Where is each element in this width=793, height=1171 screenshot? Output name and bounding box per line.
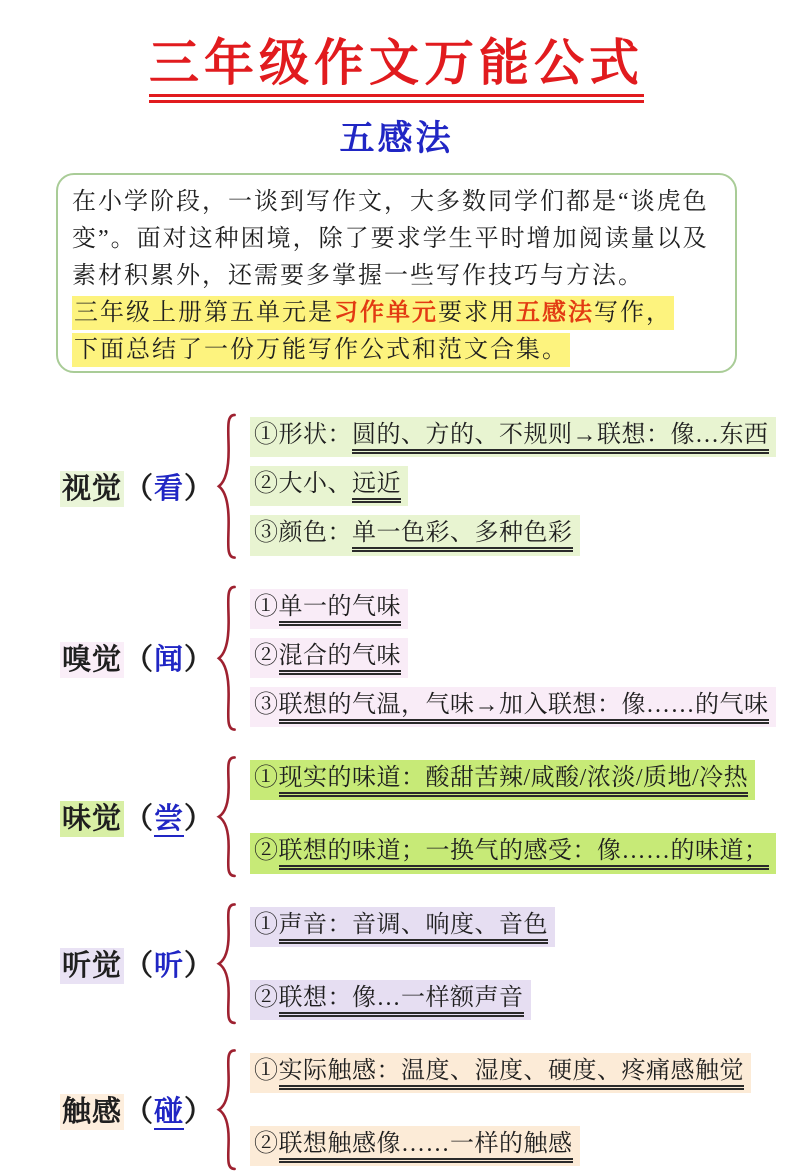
intro-highlight-line xyxy=(72,332,721,369)
subtitle-row xyxy=(0,111,793,161)
item-prefix: ② xyxy=(254,642,279,669)
formula-item xyxy=(250,1053,793,1093)
sections xyxy=(60,417,793,1166)
intro-highlight-text xyxy=(72,333,570,367)
section-items xyxy=(250,907,793,1020)
formula-item-text xyxy=(250,687,776,727)
underlined-text: 联想：像…一样额声音 xyxy=(279,985,524,1017)
brace-icon xyxy=(214,902,240,1025)
section-label-taste xyxy=(60,796,215,837)
formula-item xyxy=(250,589,793,629)
item-prefix: ① xyxy=(254,1057,279,1084)
section-label-vision xyxy=(60,466,215,507)
section-label-hearing xyxy=(60,943,215,984)
intro-text-segment: 写作， xyxy=(594,300,672,326)
section-items xyxy=(250,589,793,728)
brace-icon xyxy=(214,412,240,561)
brace-icon xyxy=(214,1048,240,1171)
formula-item-text xyxy=(250,760,755,800)
formula-item xyxy=(250,760,793,800)
underlined-text: 混合的气味 xyxy=(279,643,402,675)
formula-item-text xyxy=(250,1053,751,1093)
intro-text-segment: 三年级上册第五单元是 xyxy=(74,300,334,326)
item-prefix: ② xyxy=(254,984,279,1011)
formula-item-text xyxy=(250,1126,580,1166)
section-hearing xyxy=(60,907,793,1020)
underlined-text: 现实的味道：酸甜苦辣/咸酸/浓淡/质地/冷热 xyxy=(279,765,749,797)
paren-close: ） xyxy=(184,644,215,677)
intro-highlight-line xyxy=(72,295,721,332)
section-paren-word: 看 xyxy=(154,472,185,505)
underlined-text: 联想的味道；一换气的感受：像……的味道； xyxy=(279,838,769,870)
formula-item-text xyxy=(250,980,531,1020)
underlined-text: 联想触感像……一样的触感 xyxy=(279,1131,573,1163)
title-row xyxy=(0,36,793,103)
section-items xyxy=(250,417,793,556)
brace-icon xyxy=(214,584,240,733)
formula-item-text xyxy=(250,589,408,629)
intro-paragraph: 在小学阶段，一谈到写作文，大多数同学们都是“谈虎色变”。面对这种困境，除了要求学生平时增加阅读量以及素材积累外，还需要多掌握一些写作技巧与方法。 xyxy=(72,189,709,289)
page-subtitle: 五感法 xyxy=(339,119,454,158)
underlined-text: 圆的、方的、不规则→联想：像…东西 xyxy=(352,422,769,454)
paren-close: ） xyxy=(184,1096,215,1129)
section-label-text: 触感 xyxy=(62,1096,123,1129)
section-smell xyxy=(60,589,793,728)
item-prefix: ①形状： xyxy=(254,422,352,448)
item-prefix: ③颜色： xyxy=(254,520,352,547)
intro-highlight-text xyxy=(72,296,674,330)
formula-item xyxy=(250,417,793,457)
paren-open: （ xyxy=(124,1096,155,1129)
section-label-text: 嗅觉 xyxy=(62,644,123,677)
underlined-text: 远近 xyxy=(352,471,401,503)
section-vision xyxy=(60,417,793,556)
section-label-text: 味觉 xyxy=(62,803,123,836)
paren-close: ） xyxy=(184,472,215,505)
underlined-text: 单一色彩、多种色彩 xyxy=(352,520,573,552)
formula-item xyxy=(250,833,793,873)
page-title: 三年级作文万能公式 xyxy=(149,36,644,103)
item-prefix: ③ xyxy=(254,691,279,718)
underlined-text: 实际触感：温度、湿度、硬度、疼痛感触觉 xyxy=(279,1058,745,1090)
formula-item xyxy=(250,1126,793,1166)
formula-item xyxy=(250,466,793,506)
section-items xyxy=(250,1053,793,1166)
section-paren-word: 碰 xyxy=(154,1096,185,1129)
formula-item-text xyxy=(250,417,776,457)
section-touch xyxy=(60,1053,793,1166)
section-label-touch xyxy=(60,1089,215,1130)
section-items xyxy=(250,760,793,873)
formula-item xyxy=(250,515,793,555)
brace-icon xyxy=(214,755,240,878)
item-prefix: ① xyxy=(254,593,279,620)
intro-box xyxy=(56,173,737,373)
formula-item-text xyxy=(250,515,580,555)
paren-close: ） xyxy=(184,803,215,836)
formula-item-text xyxy=(250,466,408,506)
section-label-text: 听觉 xyxy=(62,949,123,982)
underlined-text: 单一的气味 xyxy=(279,594,402,626)
item-prefix: ② xyxy=(254,838,279,865)
intro-red-term: 习作单元 xyxy=(334,300,438,326)
section-paren-word: 闻 xyxy=(154,644,185,677)
underlined-text: 联想的气温，气味→加入联想：像……的气味 xyxy=(279,692,769,724)
paren-open: （ xyxy=(124,472,155,505)
paren-open: （ xyxy=(124,949,155,982)
section-label-text: 视觉 xyxy=(62,472,123,505)
intro-text-segment: 要求用 xyxy=(438,300,516,326)
section-paren-word: 尝 xyxy=(154,803,185,836)
item-prefix: ① xyxy=(254,765,279,792)
paren-open: （ xyxy=(124,644,155,677)
paren-open: （ xyxy=(124,803,155,836)
intro-text-segment: 下面总结了一份万能写作公式和范文合集。 xyxy=(74,337,568,363)
paren-close: ） xyxy=(184,949,215,982)
formula-item-text xyxy=(250,833,776,873)
underlined-text: 声音：音调、响度、音色 xyxy=(279,912,549,944)
formula-item xyxy=(250,638,793,678)
item-prefix: ②大小、 xyxy=(254,471,352,498)
item-prefix: ① xyxy=(254,911,279,938)
section-paren-word: 听 xyxy=(154,949,185,982)
formula-item xyxy=(250,907,793,947)
intro-highlight xyxy=(72,295,721,369)
formula-item xyxy=(250,980,793,1020)
item-prefix: ② xyxy=(254,1131,279,1158)
section-taste xyxy=(60,760,793,873)
formula-item-text xyxy=(250,638,408,678)
section-label-smell xyxy=(60,637,215,678)
intro-red-term: 五感法 xyxy=(516,300,594,326)
formula-item-text xyxy=(250,907,555,947)
formula-item xyxy=(250,687,793,727)
